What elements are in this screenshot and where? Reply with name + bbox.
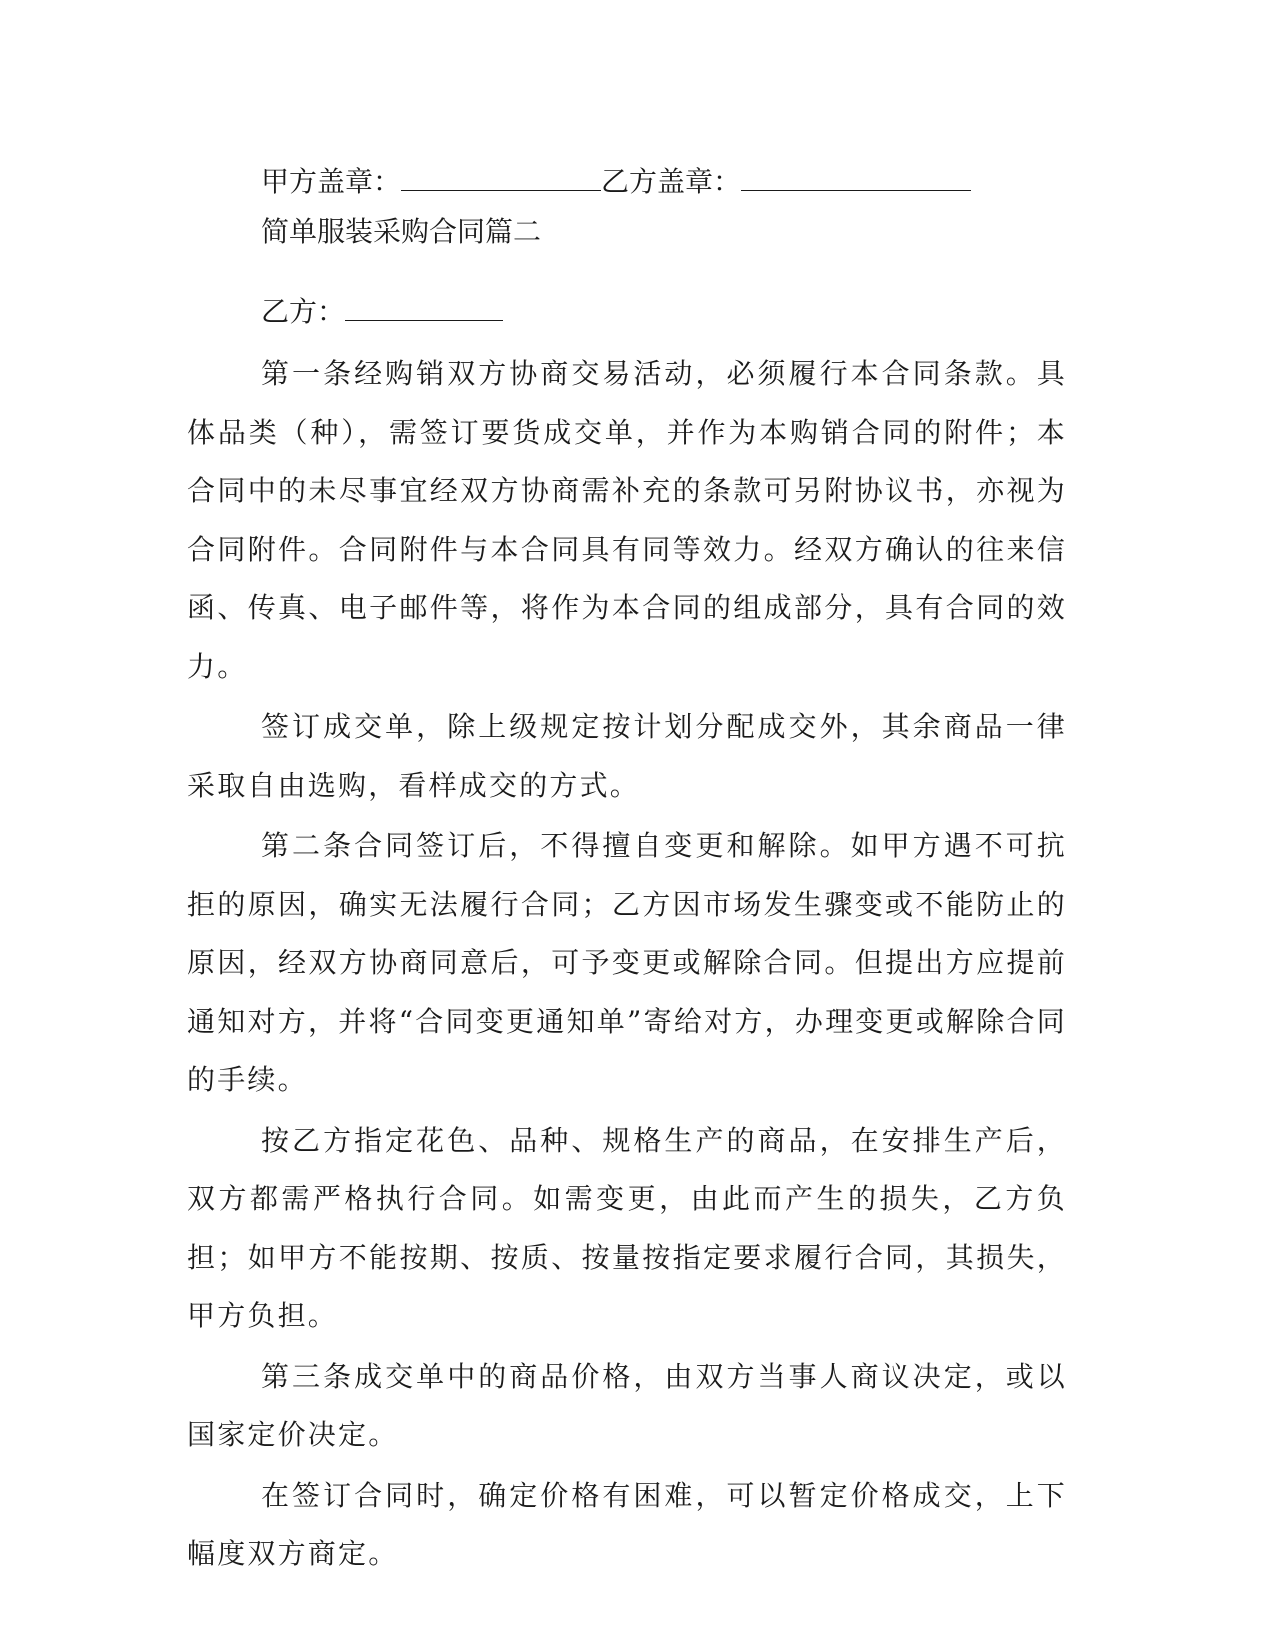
party-b-seal-blank (741, 160, 971, 191)
party-a-seal-blank (401, 160, 601, 191)
contract-body (187, 345, 1067, 1586)
paragraph-provisional-price: 在签订合同时，确定价格有困难，可以暂定价格成交，上下幅度双方商定。 (187, 1478, 1067, 1570)
paragraph-specified-goods: 按乙方指定花色、品种、规格生产的商品，在安排生产后，双方都需严格执行合同。如需变更，由此而产生的损失，乙方负担；如甲方不能按期、按质、按量按指定要求履行合同，其损失，甲方负担。 (187, 1123, 1067, 1332)
party-b-label: 乙方： (261, 295, 346, 328)
section-heading: 简单服装采购合同篇二 (261, 215, 542, 248)
paragraph-order-form: 签订成交单，除上级规定按计划分配成交外，其余商品一律采取自由选购，看样成交的方式。 (187, 710, 1067, 802)
party-b-blank (345, 290, 503, 321)
signature-line (261, 160, 971, 202)
paragraph-article-2: 第二条合同签订后，不得擅自变更和解除。如甲方遇不可抗拒的原因，确实无法履行合同；乙方因市场发生骤变或不能防止的原因，经双方协商同意后，可予变更或解除合同。但提出方应提前通知对方，并将“合同变更通知单”寄给对方，办理变更或解除合同的手续。 (187, 829, 1067, 1096)
party-b-seal-label: 乙方盖章： (601, 165, 742, 198)
party-b-line (261, 290, 503, 332)
paragraph-article-3: 第三条成交单中的商品价格，由双方当事人商议决定，或以国家定价决定。 (187, 1359, 1067, 1451)
paragraph-article-1: 第一条经购销双方协商交易活动，必须履行本合同条款。具体品类（种），需签订要货成交单，并作为本购销合同的附件；本合同中的未尽事宜经双方协商需补充的条款可另附协议书，亦视为合同附件。合同附件与本合同具有同等效力。经双方确认的往来信函、传真、电子邮件等，将作为本合同的组成部分，具有合同的效力。 (187, 357, 1067, 683)
party-a-seal-label: 甲方盖章： (261, 165, 402, 198)
